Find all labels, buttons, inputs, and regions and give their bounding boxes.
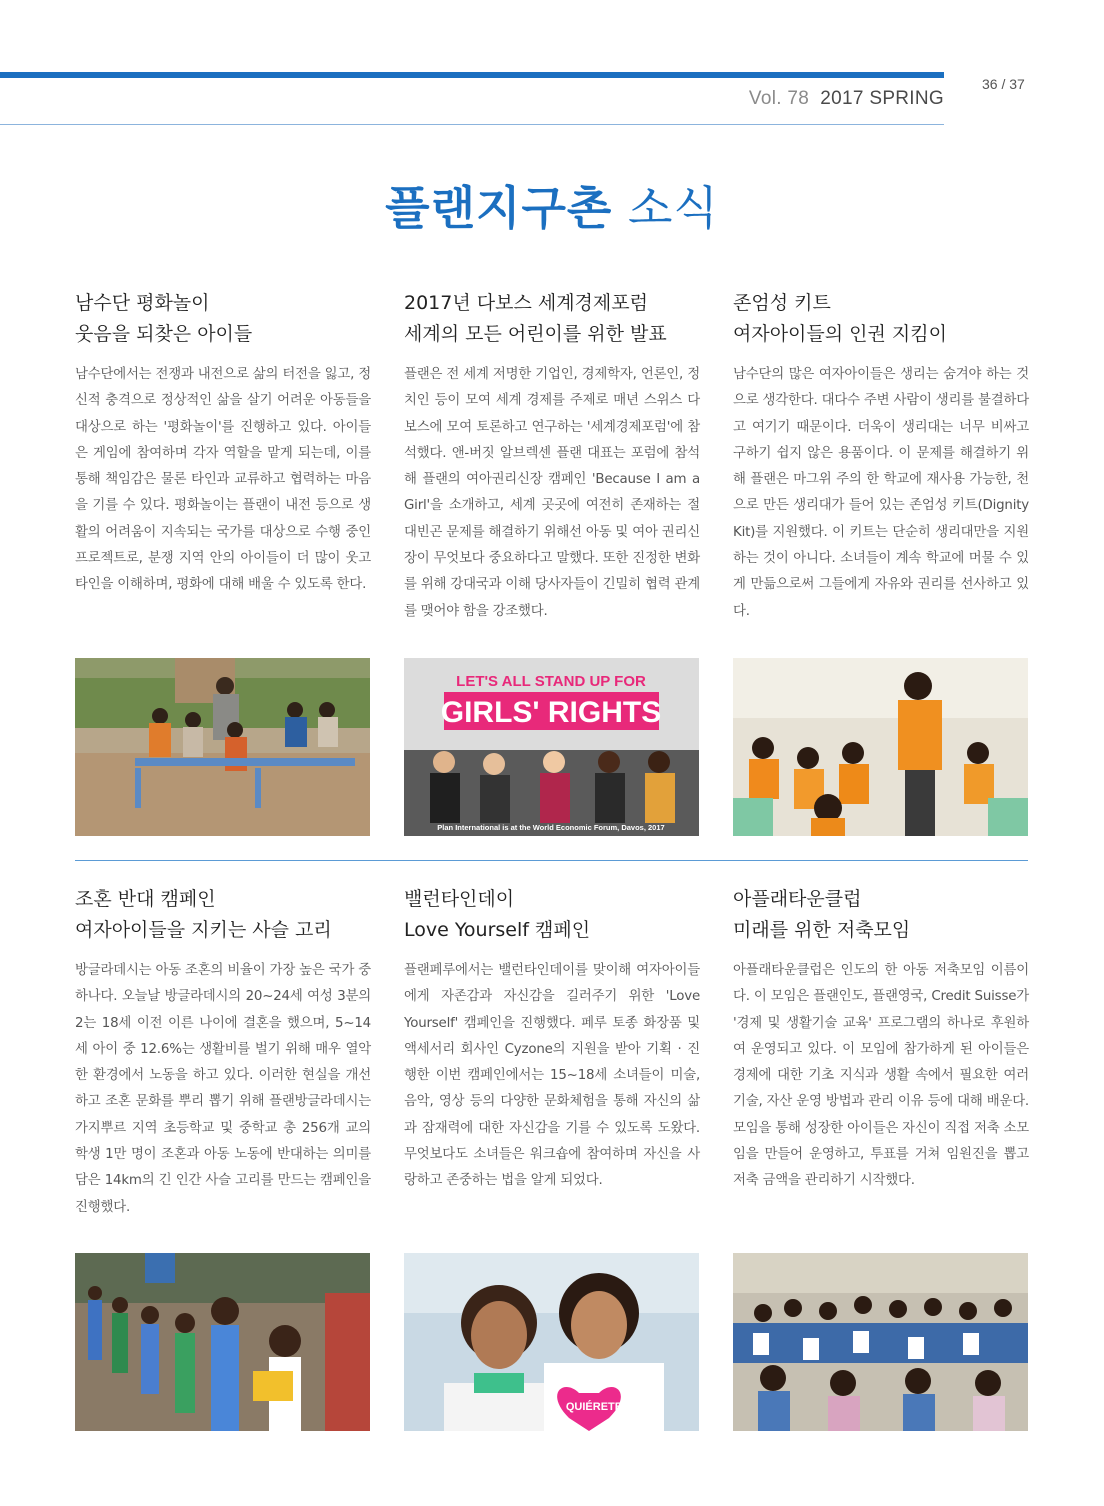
article-dignity-kit <box>733 288 1029 625</box>
headline-line-2: 여자아이들의 인권 지킴이 <box>733 323 947 345</box>
headline-line-1: 조혼 반대 캠페인 <box>75 888 216 910</box>
article-body: 아플래타운클럽은 인도의 한 아동 저축모임 이름이다. 이 모임은 플랜인도, 플랜영국, Credit Suisse가 '경제 및 생활기술 교육' 프로그램의 하나로 후원하여 운영되고 있다. 이 모임에 참가하게 된 아이들은 경제에 대한 기초 지식과 생활 속에서 필요한 여러 기술, 자산 운영 방법과 관리 이유 등에 대해 배운다. 모임을 통해 성장한 아이들은 자신이 직접 저축 소모임을 만들어 운영하고, 투표를 거쳐 임원진을 뽑고 저축 금액을 관리하기 시작했다. <box>733 963 1029 1189</box>
headline-line-1: 밸런타인데이 <box>404 888 515 910</box>
page-title-strong: 플랜지구촌 <box>385 181 613 235</box>
shirt-text: QUIÉRETE <box>565 1401 623 1413</box>
header-rule <box>0 72 944 78</box>
section-divider <box>75 860 1028 861</box>
photo-dignity-kit-class <box>733 658 1028 836</box>
page-title <box>0 172 1104 238</box>
photo-aflatoun-children <box>733 1253 1028 1431</box>
article-davos-forum <box>404 288 700 625</box>
headline-line-2: 세계의 모든 어린이를 위한 발표 <box>404 323 667 345</box>
headline-line-1: 남수단 평화놀이 <box>75 292 210 314</box>
article-aflatoun-club <box>733 884 1029 1195</box>
headline-line-1: 2017년 다보스 세계경제포럼 <box>404 292 648 314</box>
photo-davos-girls-rights <box>404 658 699 836</box>
article-headline <box>404 884 700 946</box>
issue-label <box>749 88 944 110</box>
article-child-marriage-campaign <box>75 884 371 1221</box>
headline-line-1: 존엄성 키트 <box>733 292 831 314</box>
issue-season: 2017 SPRING <box>820 88 944 109</box>
article-headline <box>75 884 371 946</box>
article-south-sudan-peace-play <box>75 288 371 599</box>
photo-children-seesaw <box>75 658 370 836</box>
banner-line-1: LET'S ALL STAND UP FOR <box>456 673 646 690</box>
headline-line-2: 미래를 위한 저축모임 <box>733 919 911 941</box>
page-numbers: 36 / 37 <box>982 76 1025 92</box>
headline-line-2: 여자아이들을 지키는 사슬 고리 <box>75 919 332 941</box>
photo-human-chain <box>75 1253 370 1431</box>
article-body: 방글라데시는 아동 조혼의 비율이 가장 높은 국가 중 하나다. 오늘날 방글라데시의 20~24세 여성 3분의 2는 18세 이전 이른 나이에 결혼을 했으며, 5~14세 아이 중 12.6%는 생활비를 벌기 위해 매우 열악한 환경에서 노동을 하고 있다. 이러한 현실을 개선하고 조혼 문화를 뿌리 뽑기 위해 플랜방글라데시는 가지뿌르 지역 초등학교 및 중학교 총 256개 교의 학생 1만 명이 조혼과 아동 노동에 반대하는 의미를 담은 14km의 긴 인간 사슬 고리를 만드는 캠페인을 진행했다. <box>75 963 371 1215</box>
article-body: 플랜페루에서는 밸런타인데이를 맞이해 여자아이들에게 자존감과 자신감을 길러주기 위한 'Love Yourself' 캠페인을 진행했다. 페루 토종 화장품 및 액세서리 회사인 Cyzone의 지원을 받아 기획 · 진행한 이번 캠페인에서는 15~18세 소녀들이 미술, 음악, 영상 등의 다양한 문화체험을 통해 자신의 삶과 잠재력에 대한 자신감을 기를 수 있도록 도왔다. 무엇보다도 소녀들은 워크숍에 참여하며 자신을 사랑하고 존중하는 법을 알게 되었다. <box>404 963 700 1189</box>
article-body: 플랜은 전 세계 저명한 기업인, 경제학자, 언론인, 정치인 등이 모여 세계 경제를 주제로 매년 스위스 다보스에 모여 토론하고 연구하는 '세계경제포럼'에 참석했다. 앤-버짓 알브렉센 플랜 대표는 포럼에 참석해 플랜의 여아권리신장 캠페인 'Because I am a Girl'을 소개하고, 세계 곳곳에 여전히 존재하는 절대빈곤 문제를 해결하기 위해선 아동 및 여아 권리신장이 무엇보다 중요하다고 말했다. 또한 진정한 변화를 위해 강대국과 이해 당사자들이 긴밀히 협력 관계를 맺어야 함을 강조했다. <box>404 367 700 619</box>
article-headline <box>733 288 1029 350</box>
headline-line-1: 아플래타운클럽 <box>733 888 862 910</box>
article-headline <box>75 288 371 350</box>
photo-caption: Plan International is at the World Economic Forum, Davos, 2017 <box>437 823 665 832</box>
article-headline <box>404 288 700 350</box>
photo-peru-girls <box>404 1253 699 1431</box>
headline-line-2: Love Yourself 캠페인 <box>404 919 591 941</box>
headline-line-2: 웃음을 되찾은 아이들 <box>75 323 253 345</box>
article-headline <box>733 884 1029 946</box>
article-valentines-love-yourself <box>404 884 700 1195</box>
header-thin-rule <box>0 124 944 125</box>
article-body: 남수단에서는 전쟁과 내전으로 삶의 터전을 잃고, 정신적 충격으로 정상적인 삶을 살기 어려운 아동들을 대상으로 하는 '평화놀이'를 진행하고 있다. 아이들은 게임에 참여하며 각자 역할을 맡게 되는데, 이를 통해 책임감은 물론 타인과 교류하고 협력하는 마음을 기를 수 있다. 평화놀이는 플랜이 내전 등으로 생활의 어려움이 지속되는 국가를 대상으로 수행 중인 프로젝트로, 분쟁 지역 안의 아이들이 더 많이 웃고 타인을 이해하며, 평화에 대해 배울 수 있도록 한다. <box>75 367 371 593</box>
volume-number: Vol. 78 <box>748 88 810 109</box>
banner-line-2: GIRLS' RIGHTS <box>440 696 662 729</box>
page-title-light: 소식 <box>627 181 719 235</box>
article-body: 남수단의 많은 여자아이들은 생리는 숨겨야 하는 것으로 생각한다. 대다수 주변 사람이 생리를 불결하다고 여기기 때문이다. 더욱이 생리대는 너무 비싸고 구하기 쉽지 않은 용품이다. 이 문제를 해결하기 위해 플랜은 마그위 주의 한 학교에 재사용 가능한, 천으로 만든 생리대가 들어 있는 존엄성 키트(Dignity Kit)를 지원했다. 이 키트는 단순히 생리대만을 지원하는 것이 아니다. 소녀들이 계속 학교에 머물 수 있게 만듦으로써 그들에게 자유와 권리를 선사하고 있다. <box>733 367 1029 619</box>
